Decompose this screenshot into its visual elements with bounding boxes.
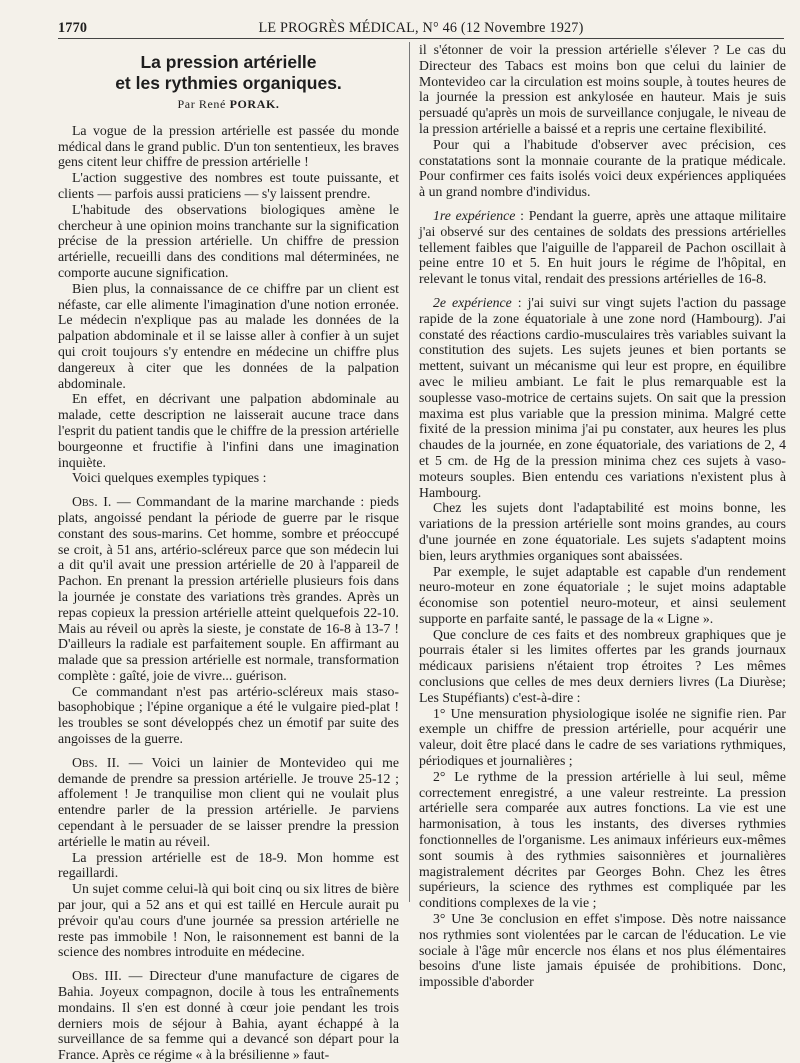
experiment-label: 1re expérience bbox=[433, 207, 516, 223]
paragraph: Pour qui a l'habitude d'observer avec précision, ces constatations sont la monnaie courante de la pratique médicale. Pour confirmer ces faits isolés voici deux expériences appliquées à un grand nombre d'individus. bbox=[419, 136, 786, 200]
paragraph: Voici quelques exemples typiques : bbox=[72, 470, 267, 486]
paragraph: 2° Le rythme de la pression artérielle à lui seul, même correctement enregistré, a une valeur restreinte. La pression artérielle sera comparée aux autres fonctions. La vie est une harmonisation, à tous les instants, des diverses rythmies fonctionnelles de l'organisme. Les animaux inférieurs eux-mêmes sont soumis à des rythmies saisonnières et journalières magistralement décrites par Georges Bohn. Chez les êtres supérieurs, la science des rythmes est compliquée par les conditions complexes de la vie ; bbox=[419, 768, 786, 911]
observation-3 bbox=[58, 968, 399, 1063]
paragraph: L'action suggestive des nombres est toute puissante, et clients — parfois aussi praticiens — s'y laissent prendre. bbox=[58, 170, 399, 201]
running-header bbox=[58, 16, 784, 38]
observation-text: — Commandant de la marine marchande : pieds plats, angoissé pendant la période de guerre par le risque constant des sous-marins. Cet homme, sombre et préoccupé se croit, à 51 ans, artério-scléreux parce que son médecin lui a dit qu'il avait une pression artérielle de 20 à l'appareil de Pachon. En prenant la pression artérielle plusieurs fois dans la journée je constate des variations très grandes. Après un repas copieux la pression artérielle atteint quelquefois 22-10. Mais au réveil ou après la sieste, je constate de 16-8 à 13-7 ! D'ailleurs la radiale est parfaitement souple. En affirmant au malade que sa pression artérielle est normale, transformation complète : gaîté, joie de vivre... guérison. bbox=[58, 494, 399, 683]
paragraph: 1° Une mensuration physiologique isolée ne signifie rien. Par exemple un chiffre de pression artérielle, pour acquérir une valeur, doit être placé dans le cadre de ses variations rythmiques, périodiques et journalières ; bbox=[419, 705, 786, 769]
observation-label: Obs. I. bbox=[72, 494, 112, 510]
observation-label: Obs. II. bbox=[72, 754, 120, 770]
left-column bbox=[58, 48, 400, 1063]
observation-2 bbox=[58, 755, 399, 850]
paragraph: La pression artérielle est de 18-9. Mon homme est regaillardi. bbox=[58, 849, 399, 881]
observation-text: — Voici un lainier de Montevideo qui me demande de prendre sa pression artérielle. Je trouve 25-12 ; affolement ! Je tranquilise mon client qui ne voulait plus entendre parler de la pression artérielle. Je parviens cependant à le persuader de se laisser prendre la pression artérielle le matin au réveil. bbox=[58, 754, 399, 849]
byline bbox=[58, 97, 399, 113]
paragraph: L'habitude des observations biologiques amène le chercheur à une opinion moins tranchante sur la signification précise de la pression artérielle. Un chiffre de pression artérielle, recueilli dans des conditions mal déterminées, ne comporte aucune signification. bbox=[58, 201, 399, 280]
title-line-2: et les rythmies organiques. bbox=[115, 73, 342, 93]
paragraph: Chez les sujets dont l'adaptabilité est moins bonne, les variations de la pression artérielle sont moins grandes, au cours d'une journée en zone équatoriale. Les sujets s'adaptent moins bien, leurs arythmies organiques sont abaissées. bbox=[419, 500, 786, 563]
column-divider bbox=[409, 42, 410, 902]
running-title: LE PROGRÈS MÉDICAL, N° 46 (12 Novembre 1927) bbox=[258, 20, 584, 36]
paragraph: Que conclure de ces faits et des nombreux graphiques que je pourrais étaler si les limites offertes par les grands journaux médicaux parisiens n'étaient trop étroites ? Les mêmes conclusions que celles de mes deux derniers livres (La Diurèse; Les Stupéfiants) c'est-à-dire : bbox=[419, 626, 786, 705]
paragraph: Par exemple, le sujet adaptable est capable d'un rendement neuro-moteur en zone équatoriale ; le sujet moins adaptable économise son potentiel neuro-moteur, et ainsi seulement supporte en parfaite santé, le passage de la « Ligne ». bbox=[419, 563, 786, 626]
right-column bbox=[419, 42, 786, 990]
observation-text: — Directeur d'une manufacture de cigares de Bahia. Joyeux compagnon, docile à tous les entraînements mondains. Il s'en est donné à cœur joie pendant les trois derniers mois de séjour à Bahia, ayant échappé à la surveillance de sa femme qui a devancé son départ pour la France. Après ce régime « à la brésilienne » faut- bbox=[58, 968, 400, 1063]
title-line-1: La pression artérielle bbox=[140, 52, 317, 72]
experiment-text: : j'ai suivi sur vingt sujets l'action du passage rapide de la zone équatoriale à une zone nord (Hambourg). J'ai constaté des réactions cardio-musculaires très variables suivant la constitution des sujets. Les sujets jeunes et bien portants se mettent, suivant un mécanisme qui leur est propre, en équilibre avec le milieu ambiant. Le fait le plus remarquable est la souplesse vaso-motrice de certains sujets. On sait que la pression maxima est plus variable que la pression minima. Malgré cette fixité de la pression minima j'ai pu constater, aux heures les plus chaudes de la journée, en zone équatoriale, des variations de 2, 4 et 5 cm. de Hg de la pression minima chez ces sujets à vaso-moteurs souples. Bien entendu ces variations n'existent plus à Hambourg. bbox=[419, 294, 786, 500]
paragraph: Un sujet comme celui-là qui boit cinq ou six litres de bière par jour, qui a 52 ans et qui est taillé en Hercule aurait pu prévoir qu'au cours d'une journée sa pression artérielle ne reste pas immobile ! Non, le raisonnement est banni de la science des nombres introduite en médecine. bbox=[58, 881, 399, 960]
paragraph: Bien plus, la connaissance de ce chiffre par un client est néfaste, car elle alimente l'imagination d'une notion erronée. Le médecin n'explique pas au malade les données de la palpation abdominale et il se laisse aller à confier à un sujet qui croit toujours s'y entendre en médecine un chiffre plus dangereux à citer que les données de la palpation abdominale. bbox=[58, 280, 399, 391]
paragraph: 3° Une 3e conclusion en effet s'impose. Dès notre naissance nos rythmies sont violentées par le carcan de l'éducation. Le vie sociale à l'âge mûr encercle nos élans et nos plus élémentaires besoins d'une liste jamais épuisée de prohibitions. Donc, impossible d'aborder bbox=[419, 911, 786, 990]
article-title bbox=[58, 52, 399, 94]
paragraph: En effet, en décrivant une palpation abdominale au malade, cette description ne laisserait aucune trace dans l'esprit du patient tandis que le chiffre de la pression artérielle bourgeonne et fructifie à l'infini dans une imagination inquiète. bbox=[58, 391, 399, 470]
page-number: 1770 bbox=[58, 20, 88, 36]
byline-author: PORAK. bbox=[229, 97, 280, 111]
observation-label: Obs. III. bbox=[72, 968, 122, 984]
paragraph: Ce commandant n'est pas artério-scléreux mais staso-basophobique ; l'épine organique a été le vulgaire pied-plat ! les troubles se sont développés chez un émotif par suite des angoisses de la guerre. bbox=[58, 683, 399, 747]
paragraph: il s'étonner de voir la pression artérielle s'élever ? Le cas du Directeur des Tabacs est moins bon que celui du lainier de Montevideo car la circulation est moins souple, à toutes heures de la journée la pression est ankylosée en hauteur. Mais je suis persuadé qu'après un mois de surveillance conjugale, le niveau de la pression artérielle a baissé et a repris une certaine flexibilité. bbox=[419, 42, 786, 136]
experiment-2 bbox=[419, 295, 786, 500]
experiment-text: : Pendant la guerre, après une attaque militaire j'ai observé sur des centaines de soldats des pressions artérielles tellement faibles que l'aiguille de l'appareil de Pachon oscillait à peine entre 10 et 5. En huit jours le régime de l'hôpital, en relevant le tonus vital, rendait des pressions artérielles de 16-8. bbox=[419, 207, 786, 287]
observation-1 bbox=[58, 494, 399, 684]
experiment-1 bbox=[419, 208, 786, 287]
byline-prefix: Par René bbox=[177, 97, 226, 111]
header-rule bbox=[58, 38, 784, 39]
experiment-label: 2e expérience bbox=[433, 294, 512, 310]
paragraph: La vogue de la pression artérielle est passée du monde médical dans le grand public. D'un ton sententieux, les braves gens citent leur chiffre de pression artérielle ! bbox=[58, 122, 399, 170]
